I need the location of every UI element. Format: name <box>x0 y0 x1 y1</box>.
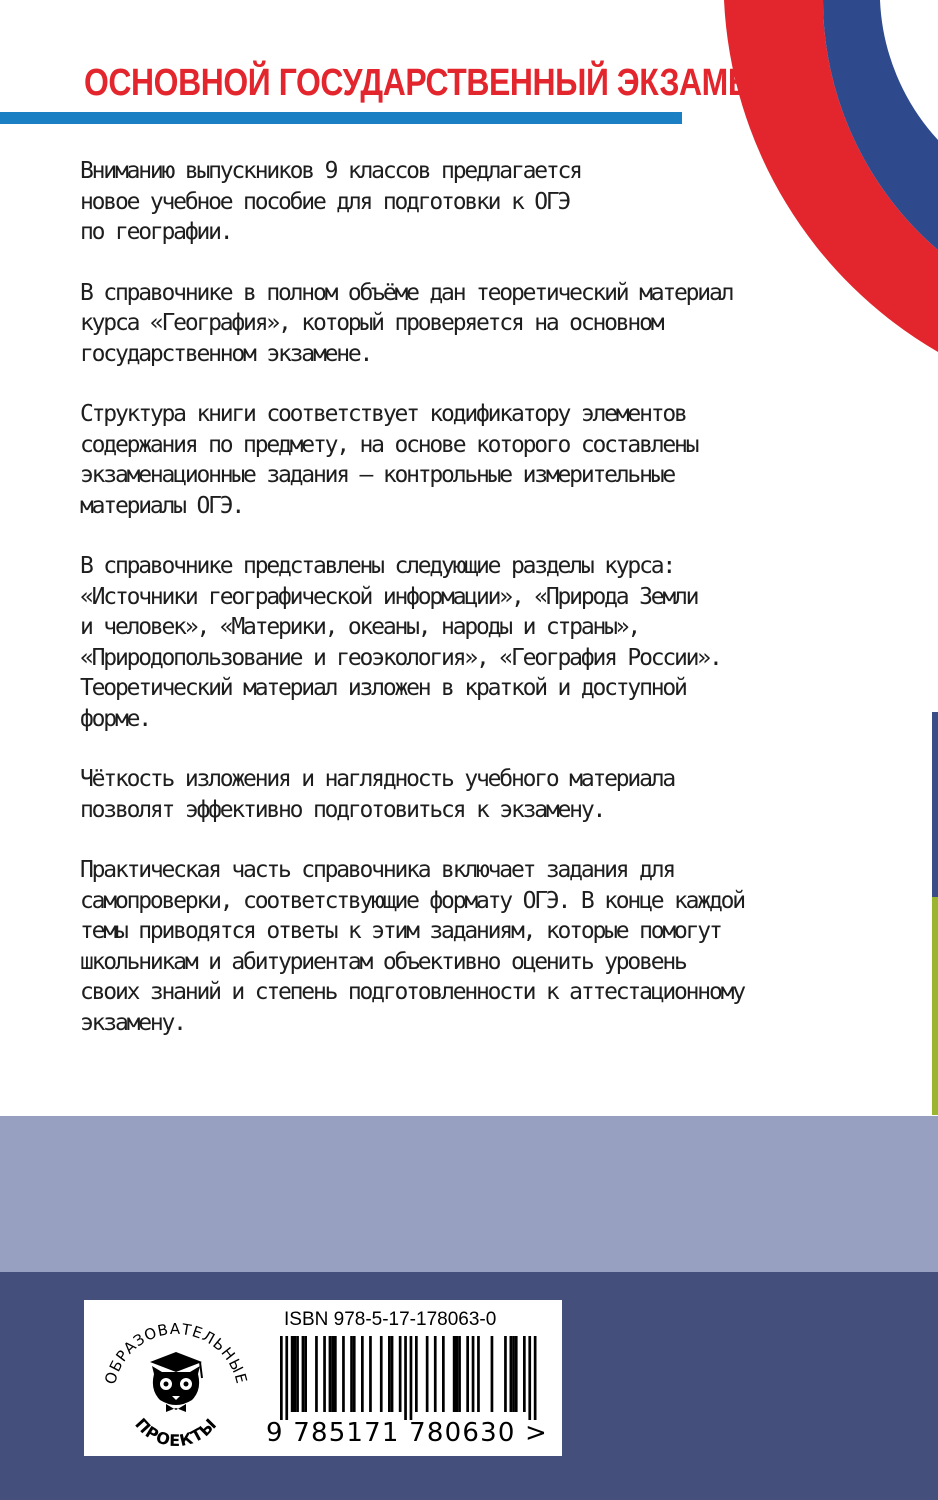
text-line: Теоретический материал изложен в краткой и доступной <box>80 675 686 701</box>
text-line: В справочнике в полном объёме дан теоретический материал <box>80 279 733 306</box>
logo-text-bottom: ПРОЕКТЫ <box>131 1414 221 1451</box>
barcode-bar <box>434 1336 437 1412</box>
text-line: экзаменационные задания – контрольные измерительные <box>80 462 675 488</box>
text-line: В справочнике представлены следующие разделы курса: <box>80 553 675 579</box>
text-line: Вниманию выпускников 9 классов предлагается <box>80 158 581 184</box>
text-line: Практическая часть справочника включает задания для <box>80 857 675 883</box>
isbn-label: ISBN 978-5-17-178063-0 <box>284 1309 497 1330</box>
barcode-bar <box>404 1336 407 1420</box>
barcode-bar <box>399 1336 402 1412</box>
barcode-bar <box>472 1336 475 1412</box>
barcode-bar <box>442 1336 445 1412</box>
paragraph-5 <box>80 764 880 825</box>
text-line: и человек», «Материки, океаны, народы и страны», <box>80 614 640 640</box>
barcode-bar <box>334 1336 337 1412</box>
barcode-bar <box>331 1336 334 1412</box>
barcode-bar <box>456 1336 459 1412</box>
barcode-bar <box>369 1336 372 1412</box>
text-line: Структура книги соответствует кодификатору элементов <box>80 401 686 427</box>
text-line: Чёткость изложения и наглядность учебного материала <box>80 766 675 792</box>
barcode-bar <box>361 1336 364 1412</box>
barcode-bar <box>280 1336 283 1420</box>
barcode-bar <box>453 1336 456 1412</box>
barcode-bar <box>458 1336 461 1412</box>
text-line: форме. <box>80 705 150 732</box>
barcode-digits: 9 785171 780630 > <box>266 1418 549 1448</box>
barcode-bar <box>426 1336 429 1412</box>
header-rule <box>0 112 682 124</box>
barcode-bar <box>534 1336 537 1420</box>
annotation-text <box>80 156 880 1068</box>
paragraph-2 <box>80 278 880 370</box>
barcode-bar <box>285 1336 288 1420</box>
barcode-bar <box>323 1336 326 1412</box>
barcode-bar <box>353 1336 356 1412</box>
text-line: по географии. <box>80 219 232 245</box>
header-title: ОСНОВНОЙ ГОСУДАРСТВЕННЫЙ ЭКЗАМЕН <box>84 62 772 104</box>
cat-with-graduation-cap-icon <box>150 1352 202 1412</box>
barcode-bar <box>391 1336 394 1412</box>
text-line: «Природопользование и геоэкология», «География России». <box>80 644 721 671</box>
paragraph-3 <box>80 399 880 521</box>
paragraph-4 <box>80 551 880 734</box>
barcode-bar <box>410 1336 413 1420</box>
text-line: материалы ОГЭ. <box>80 492 244 519</box>
barcode-bar <box>512 1336 515 1412</box>
barcode-bar <box>528 1336 531 1420</box>
barcode-bar <box>294 1336 297 1412</box>
barcode <box>280 1336 550 1420</box>
text-line: экзамену. <box>80 1009 185 1036</box>
text-line: самопроверки, соответствующие формату ОГЭ. В конце каждой <box>80 887 744 914</box>
barcode-bar <box>304 1336 307 1412</box>
barcode-bar <box>510 1336 513 1412</box>
side-stripe-blue <box>932 712 938 897</box>
logo-text-top: ОБРАЗОВАТЕЛЬНЫЕ <box>101 1319 251 1387</box>
text-line: своих знаний и степень подготовленности к аттестационному <box>80 979 744 1005</box>
barcode-bar <box>504 1336 507 1412</box>
barcode-bar <box>415 1336 418 1412</box>
text-line: государственном экзамене. <box>80 340 372 367</box>
barcode-bar <box>515 1336 518 1412</box>
text-line: новое учебное пособие для подготовки к ОГЭ <box>80 188 570 215</box>
text-line: «Источники географической информации», «Природа Земли <box>80 583 698 610</box>
barcode-bar <box>491 1336 494 1412</box>
barcode-bar <box>466 1336 469 1412</box>
text-line: содержания по предмету, на основе которого составлены <box>80 431 698 458</box>
barcode-bar <box>329 1336 332 1412</box>
text-line: курса «География», который проверяется на основном <box>80 310 663 336</box>
paragraph-1 <box>80 156 880 248</box>
side-stripe-green <box>932 897 938 1115</box>
paragraph-6 <box>80 855 880 1038</box>
barcode-bar <box>302 1336 305 1412</box>
text-line: позволят эффективно подготовиться к экзамену. <box>80 796 605 823</box>
barcode-bar <box>388 1336 391 1412</box>
barcode-bar <box>350 1336 353 1412</box>
barcode-bar <box>523 1336 526 1412</box>
barcode-bar <box>315 1336 318 1412</box>
publisher-logo <box>88 1304 262 1452</box>
text-line: школьникам и абитуриентам объективно оценить уровень <box>80 948 686 975</box>
barcode-bar <box>291 1336 294 1412</box>
text-line: темы приводятся ответы к этим заданиям, которые помогут <box>80 918 721 944</box>
barcode-bar <box>380 1336 383 1412</box>
barcode-bar <box>296 1336 299 1412</box>
barcode-bar <box>342 1336 345 1412</box>
barcode-bar <box>477 1336 480 1412</box>
barcode-panel <box>84 1300 562 1456</box>
footer-band-light <box>0 1116 938 1272</box>
